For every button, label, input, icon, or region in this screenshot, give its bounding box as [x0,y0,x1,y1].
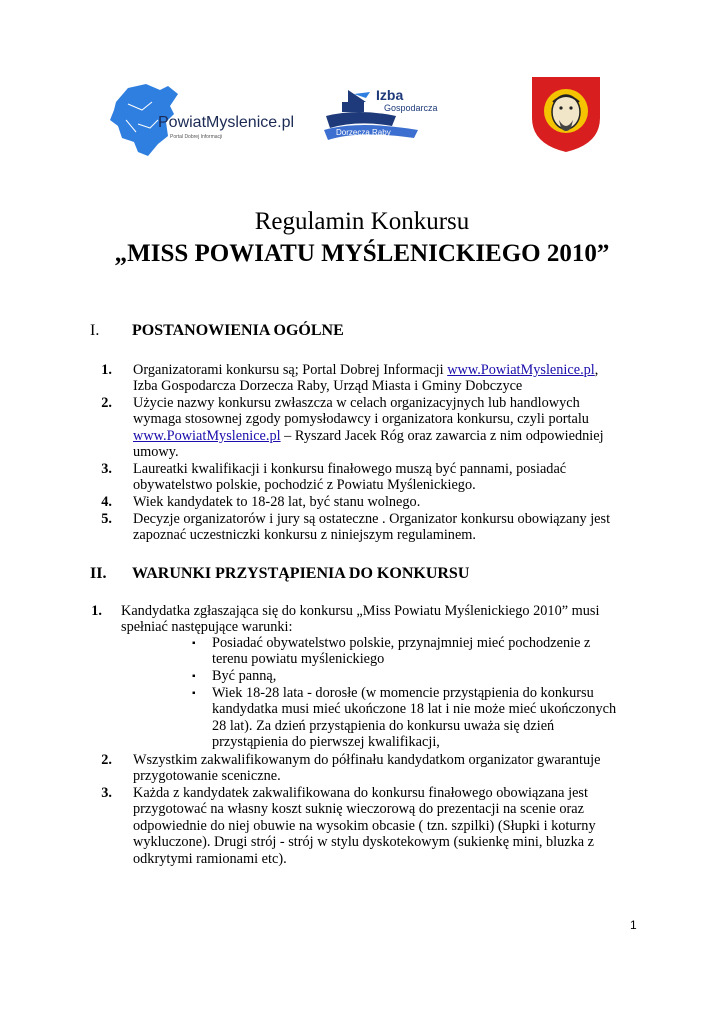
s1-item4-line1: Wiek kandydatek to 18-28 lat, być stanu wolnego. [133,494,421,510]
bullet-icon: ▪ [192,688,196,699]
s2-bullet3-line1: Wiek 18-28 lata - dorosłe (w momencie przystąpienia do konkursu [212,685,594,701]
document-subtitle: „MISS POWIATU MYŚLENICKIEGO 2010” [114,240,610,267]
s2-item2-line1: Wszystkim zakwalifikowanym do półfinału kandydatkom organizator gwarantuje [133,752,601,768]
s2-bullet3-line2: kandydatka musi mieć ukończone 18 lat i nie może mieć ukończonych [212,701,617,717]
izba-logo-line3: Dorzecza Raby [336,128,391,137]
s1-item2-line1: Użycie nazwy konkursu zwłaszcza w celach organizacyjnych lub handlowych [133,395,580,411]
s2-item1-number: 1. [91,603,102,619]
s2-item3-line5: odkrytymi ramionami etc). [133,851,287,867]
s1-item4-number: 4. [101,494,112,510]
s1-item3-line1: Laureatki kwalifikacji i konkursu finałowego muszą być pannami, posiadać [133,461,567,477]
s1-item3-line2: obywatelstwo polskie, pochodzić z Powiatu Myślenickiego. [133,477,476,493]
section1-heading: POSTANOWIENIA OGÓLNE [132,322,344,339]
s1-item1-number: 1. [101,362,112,378]
s2-item3-line4: wykluczone). Drugi strój - strój w stylu dyskotekowym (sukienkę mini, bluzka z [133,834,594,850]
s2-item2-number: 2. [101,752,112,768]
izba-gospodarcza-logo [318,86,463,146]
s2-item3-line1: Każda z kandydatek zakwalifikowana do konkursu finałowego obowiązana jest [133,785,588,801]
s2-bullet3-line3: 28 lat). Za dzień przystąpienia do konkursu uważa się dzień [212,718,555,734]
section2-number: II. [90,565,107,582]
s1-item3-number: 3. [101,461,112,477]
s1-item2-number: 2. [101,395,112,411]
s2-item3-line2: przygotować na własny koszt suknię wieczorową do prezentacji na scenie oraz [133,801,584,817]
s2-bullet3-line4: przystąpienia do pierwszej kwalifikacji, [212,734,440,750]
s2-bullet1-line1: Posiadać obywatelstwo polskie, przynajmniej mieć pochodzenie z [212,635,591,651]
s1-item2-line3: www.PowiatMyslenice.pl – Ryszard Jacek Róg oraz zawarcia z nim odpowiedniej [133,428,604,444]
powiat-myslenice-logo [108,80,298,160]
bullet-icon: ▪ [192,638,196,649]
s1-item2-line2: wymaga stosownej zgody pomysłodawcy i organizatora konkursu, czyli portalu [133,411,589,427]
s1-item5-line2: zapoznać uczestniczki konkursu z niniejszym regulaminem. [133,527,476,543]
s2-item3-number: 3. [101,785,112,801]
bullet-icon: ▪ [192,671,196,682]
s1-item1-line1: Organizatorami konkursu są; Portal Dobrej Informacji www.PowiatMyslenice.pl, [133,362,599,378]
s2-bullet2-line1: Być panną, [212,668,277,684]
s1-item1-line2: Izba Gospodarcza Dorzecza Raby, Urząd Miasta i Gminy Dobczyce [133,378,523,394]
s2-item1-line1: Kandydatka zgłaszająca się do konkursu „Miss Powiatu Myślenickiego 2010” musi [121,603,600,619]
s2-item2-line2: przygotowanie sceniczne. [133,768,281,784]
page-number: 1 [630,918,637,932]
powiat-logo-text: PowiatMyslenice.pl [158,114,295,131]
s2-item3-line3: odpowiednie do niej obuwie na wysokim obcasie ( tzn. szpilki) (Słupki i koturny [133,818,596,834]
s1-item5-number: 5. [101,511,112,527]
powiat-logo-subtext: Portal Dobrej Informacji [170,134,223,140]
izba-logo-line1: Izba [376,87,404,103]
powiat-link-2[interactable]: www.PowiatMyslenice.pl [133,428,281,444]
s1-item2-line4: umowy. [133,444,179,460]
izba-logo-line2: Gospodarcza [384,103,438,113]
section1-number: I. [90,322,100,339]
s2-item1-line2: spełniać następujące warunki: [121,619,293,635]
document-title: Regulamin Konkursu [254,208,470,235]
coat-of-arms-icon [529,74,603,154]
s1-item5-line1: Decyzje organizatorów i jury są ostateczne . Organizator konkursu obowiązany jest [133,511,611,527]
powiat-link[interactable]: www.PowiatMyslenice.pl [447,362,595,378]
section2-heading: WARUNKI PRZYSTĄPIENIA DO KONKURSU [132,565,470,582]
s2-bullet1-line2: terenu powiatu myślenickiego [212,651,385,667]
